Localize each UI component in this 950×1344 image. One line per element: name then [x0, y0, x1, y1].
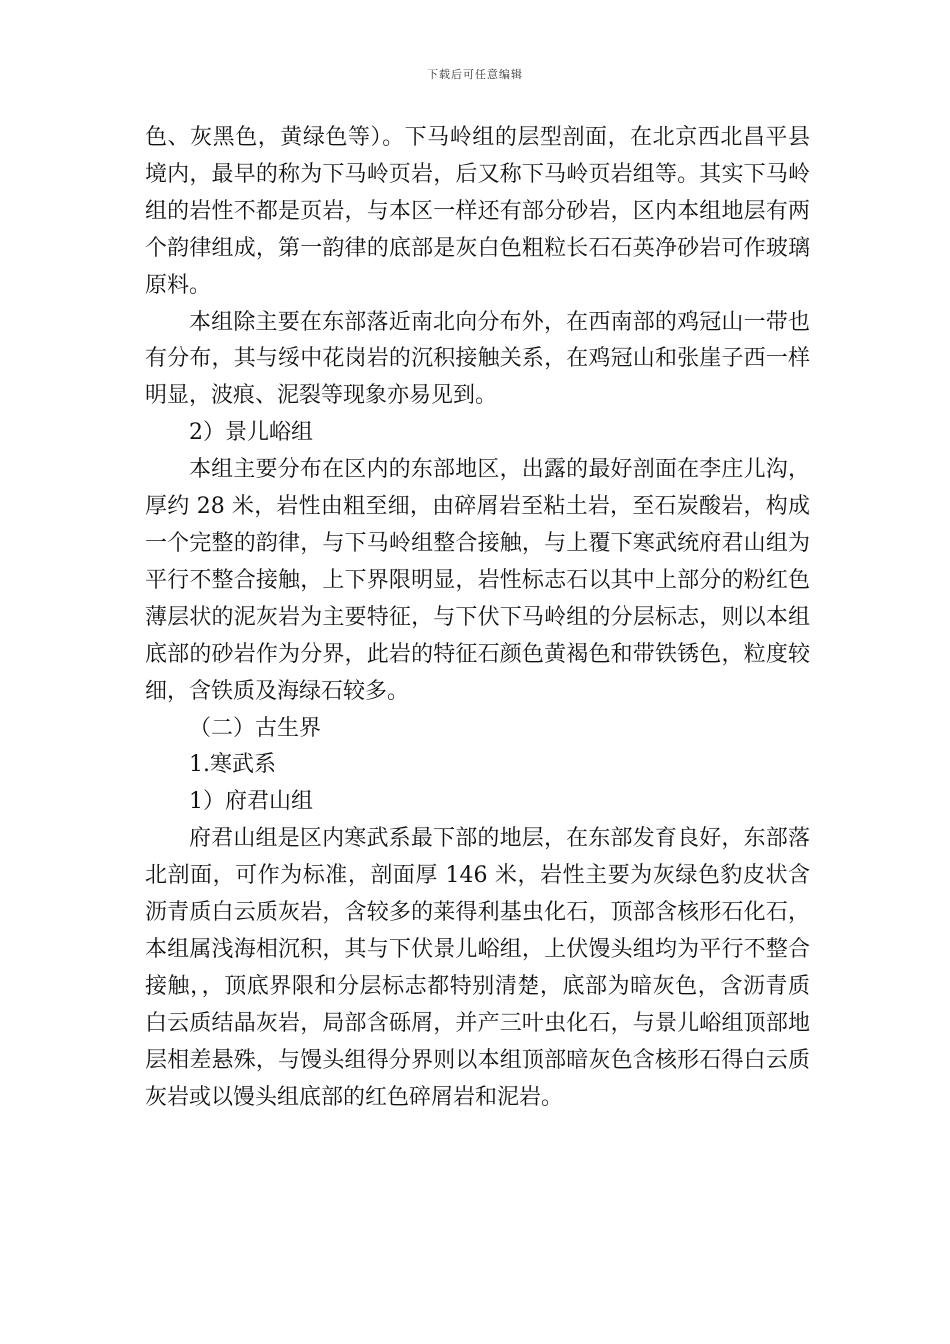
section-heading: 2）景儿峪组 — [189, 420, 313, 446]
paragraph: 本组主要分布在区内的东部地区，出露的最好剖面在李庄儿沟，厚约 28 米，岩性由粗至细，由碎屑岩至粘土岩，至石炭酸岩，构成一个完整的韵律，与下马岭组整合接触，与上覆下寒武统府君山组为平行不整合接触，上下界限明显，岩性标志石以其中上部分的粉红色薄层状的泥灰岩为主要特征，与下伏下马岭组的分层标志，则以本组底部的砂岩作为分界，此岩的特征石颜色黄褐色和带铁锈色，粒度较细，含铁质及海绿石较多。 — [145, 457, 810, 704]
paragraph: 府君山组是区内寒武系最下部的地层，在东部发育良好，东部落北剖面，可作为标准，剖面厚 146 米，岩性主要为灰绿色豹皮状含沥青质白云质灰岩，含较多的莱得利基虫化石，顶部含核形石化石，本组属浅海相沉积，其与下伏景儿峪组，上伏馒头组均为平行不整合接触，，顶底界限和分层标志都特别清楚，底部为暗灰色，含沥青质白云质结晶灰岩，局部含砾屑，并产三叶虫化石，与景儿峪组顶部地层相差悬殊，与馒头组得分界则以本组顶部暗灰色含核形石得白云质灰岩或以馒头组底部的红色碎屑岩和泥岩。 — [145, 826, 810, 1110]
page-header: 下载后可任意编辑 — [427, 68, 523, 81]
section-heading: （二）古生界 — [189, 715, 322, 741]
paragraph: 色、灰黑色，黄绿色等）。下马岭组的层型剖面，在北京西北昌平县境内，最早的称为下马岭页岩，后又称下马岭页岩组等。其实下马岭组的岩性不都是页岩，与本区一样还有部分砂岩，区内本组地层有两个韵律组成，第一韵律的底部是灰白色粗粒长石石英净砂岩可作玻璃原料。 — [145, 125, 810, 298]
section-heading: 1）府君山组 — [189, 789, 313, 815]
paragraph: 本组除主要在东部落近南北向分布外，在西南部的鸡冠山一带也有分布，其与绥中花岗岩的沉积接触关系，在鸡冠山和张崖子西一样明显，波痕、泥裂等现象亦易见到。 — [145, 309, 810, 409]
document-body — [145, 120, 810, 1116]
section-heading: 1.寒武系 — [189, 752, 276, 778]
